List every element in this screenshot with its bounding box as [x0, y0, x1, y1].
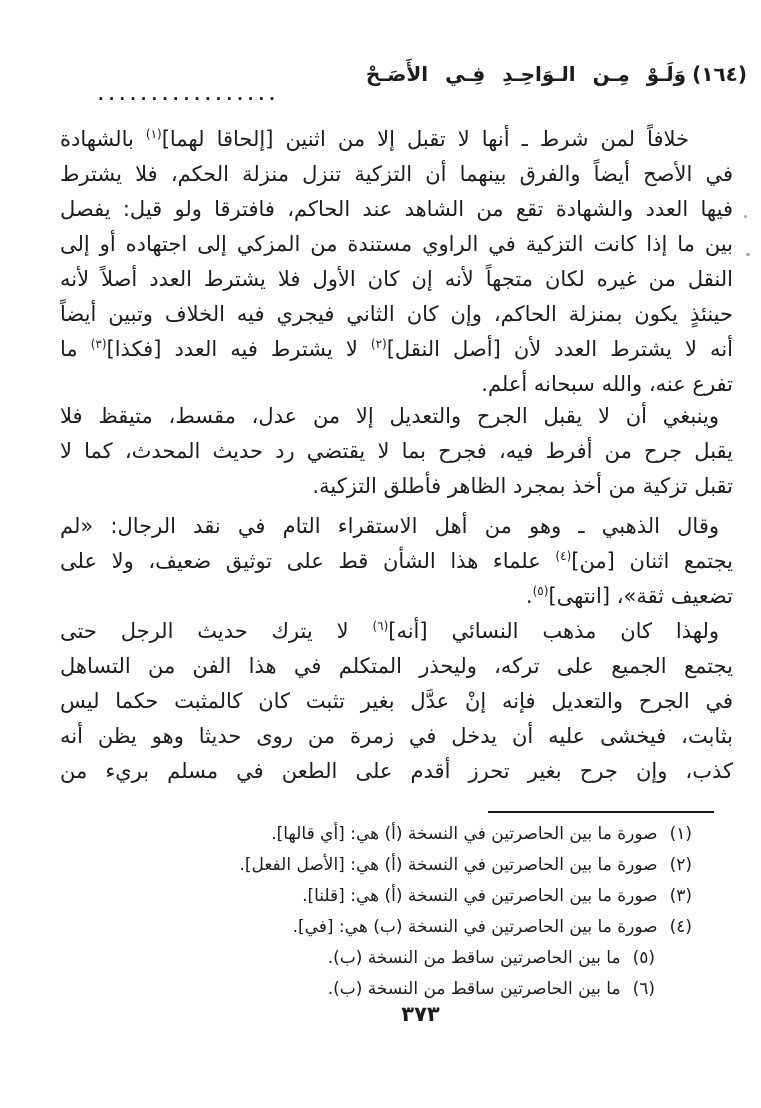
footnote-marker: (٥): [532, 584, 549, 598]
text-line: يقبل جرح من أفرط فيه، فجرح بما لا يقتضي رد حديث المحدث، كما لا: [60, 439, 733, 463]
text-line: النقل من غيره لكان متجهاً لأنه إن كان الأول فلا يشترط العدد أصلاً لأنه: [60, 267, 733, 291]
footnote-number: (٦): [632, 979, 655, 999]
paragraph: [60, 509, 733, 614]
ellipsis-dots: .................: [98, 86, 280, 104]
footnote-marker: (١): [145, 127, 162, 141]
paragraph: [60, 399, 733, 504]
footnote: [60, 912, 692, 943]
text-line: في الجرح والتعديل فإنه إنْ عدَّل بغير تثبت كان كالمثبت حكما ليس: [60, 689, 733, 713]
footnote: [60, 881, 692, 912]
footnote-number: (٤): [669, 917, 692, 937]
chapter-heading: [98, 62, 747, 104]
footnote-separator: [488, 811, 714, 813]
footnote-text: ما بين الحاصرتين ساقط من النسخة (ب).: [327, 948, 621, 968]
text-line: تضعيف ثقة»، [انتهى]$^{(٥)}$.: [525, 584, 733, 608]
text-line: يجتمع الجميع على تركه، وليحذر المتكلم في هذا الفن من التساهل: [60, 654, 733, 678]
chapter-number: (١٦٤): [692, 62, 747, 86]
text-line: كذب، وإن جرح بغير تحرز أقدم على الطعن في مسلم بريء من: [60, 759, 733, 783]
chapter-title: وَلَـوْ مِـن الـوَاحِـدِ فِـي الأَصَـحْ: [365, 62, 687, 86]
text-line: وقال الذهبي ـ وهو من أهل الاستقراء التام في نقد الرجال: «لم: [60, 514, 719, 538]
footnote-number: (١): [669, 824, 692, 844]
scan-speck: [746, 253, 750, 256]
text-line: فيها العدد والشهادة تقع من الشاهد عند الحاكم، فافترقا ولو قيل: يفصل: [60, 197, 733, 221]
text-line: في الأصح أيضاً والفرق بينهما أن التزكية تنزل منزلة الحكم، فلا يشترط: [60, 162, 733, 186]
footnote-text: صورة ما بين الحاصرتين في النسخة (ب) هي: [في].: [292, 917, 658, 937]
text-line: تفرع عنه، والله سبحانه أعلم.: [481, 372, 733, 396]
text-line: تقبل تزكية من أخذ بمجرد الظاهر فأطلق التزكية.: [312, 474, 733, 498]
footnote-text: صورة ما بين الحاصرتين في النسخة (أ) هي: [أي قالها].: [271, 824, 658, 844]
text-line: حينئذٍ يكون بمنزلة الحاكم، وإن كان الثاني فيجري فيه الخلاف وتبين أيضاً: [60, 302, 733, 326]
footnote-marker: (٤): [555, 549, 572, 563]
scan-speck: [744, 215, 747, 218]
text-line: خلافاً لمن شرط ـ أنها لا تقبل إلا من اثنين [إلحاقا لهما]$^{(١)}$ بالشهادة: [60, 127, 689, 151]
footnote-marker: (٣): [90, 337, 107, 351]
footnote-text: ما بين الحاصرتين ساقط من النسخة (ب).: [327, 979, 621, 999]
footnote: [60, 819, 692, 850]
footnote-text: صورة ما بين الحاصرتين في النسخة (أ) هي: [الأصل الفعل].: [239, 855, 658, 875]
page-number: ٣٧٣: [401, 1002, 440, 1026]
footnote-number: (٣): [669, 886, 692, 906]
text-line: يجتمع اثنان [من]$^{(٤)}$ علماء هذا الشأن قط على توثيق ضعيف، ولا على: [60, 549, 733, 573]
footnote-text: صورة ما بين الحاصرتين في النسخة (أ) هي: [قلنا].: [302, 886, 658, 906]
text-line: بين ما إذا كانت التزكية في الراوي مستندة من المزكي إلى اجتهاده أو إلى: [60, 232, 733, 256]
footnote-marker: (٦): [372, 619, 389, 633]
text-line: وينبغي أن لا يقبل الجرح والتعديل إلا من عدل، مقسط، متيقظ فلا: [60, 404, 719, 428]
footnote-marker: (٢): [370, 337, 387, 351]
paragraph: [60, 122, 733, 402]
paragraph: [60, 614, 733, 789]
footnote-number: (٢): [669, 855, 692, 875]
text-line: بثابت، فيخشى عليه أن يدخل في زمرة من روى حديثا وهو يظن أنه: [60, 724, 733, 748]
text-line: أنه لا يشترط العدد لأن [أصل النقل]$^{(٢)}$ لا يشترط فيه العدد [فكذا]$^{(٣)}$ ما: [60, 337, 733, 361]
text-line: ولهذا كان مذهب النسائي [أنه]$^{(٦)}$ لا يترك حديث الرجل حتى: [60, 619, 720, 643]
footnote-number: (٥): [632, 948, 655, 968]
footnotes: [60, 819, 692, 1005]
footnote: [60, 943, 692, 974]
footnote: [60, 850, 692, 881]
footnote: [60, 974, 692, 1005]
